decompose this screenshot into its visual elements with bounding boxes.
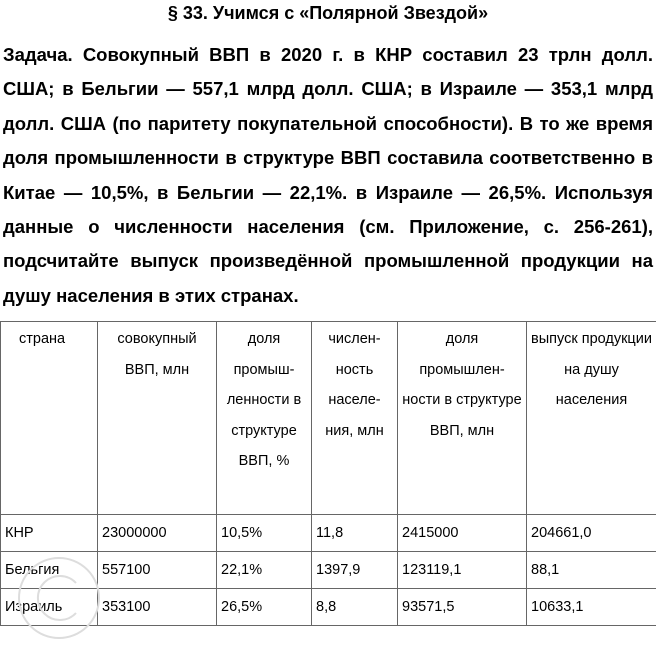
table-header: страна: [1, 322, 98, 515]
table-cell: КНР: [1, 515, 98, 552]
table-cell: 22,1%: [217, 552, 312, 589]
table-cell: 10,5%: [217, 515, 312, 552]
table-header: числен-ность населе-ния, млн: [312, 322, 398, 515]
data-table: [0, 321, 656, 626]
table-header: совокупный ВВП, млн: [98, 322, 217, 515]
task-text: Задача. Совокупный ВВП в 2020 г. в КНР составил 23 трлн долл. США; в Бельгии — 557,1 млрд долл. США; в Израиле — 353,1 млрд долл. США (по паритету покупательной способности). В то же время доля промышленности в структуре ВВП составила соответственно в Китае — 10,5%, в Бельгии — 22,1%. в Израиле — 26,5%. Используя данные о численности населения (см. Приложение, с. 256-261), подсчитайте выпуск произведённой промышленной продукции на душу населения в этих странах.: [3, 44, 653, 306]
table-header: доля промыш-ленности в структуре ВВП, %: [217, 322, 312, 515]
table-cell: 23000000: [98, 515, 217, 552]
table-cell: 26,5%: [217, 589, 312, 626]
table-cell: 93571,5: [398, 589, 527, 626]
table-cell: 557100: [98, 552, 217, 589]
table-cell: Бельгия: [1, 552, 98, 589]
table-row: [1, 589, 656, 626]
table-cell: 204661,0: [527, 515, 656, 552]
table-header-row: [1, 322, 656, 515]
table-cell: 88,1: [527, 552, 656, 589]
table-cell: 123119,1: [398, 552, 527, 589]
table-header: доля промышлен-ности в структуре ВВП, млн: [398, 322, 527, 515]
table-row: [1, 552, 656, 589]
table-row: [1, 515, 656, 552]
table-cell: 1397,9: [312, 552, 398, 589]
table-cell: 11,8: [312, 515, 398, 552]
table-cell: Израиль: [1, 589, 98, 626]
section-title: § 33. Учимся с «Полярной Звездой»: [167, 3, 489, 23]
table-header: выпуск продукции на душу населения: [527, 322, 656, 515]
table-cell: 353100: [98, 589, 217, 626]
table-cell: 2415000: [398, 515, 527, 552]
table-cell: 8,8: [312, 589, 398, 626]
table-cell: 10633,1: [527, 589, 656, 626]
